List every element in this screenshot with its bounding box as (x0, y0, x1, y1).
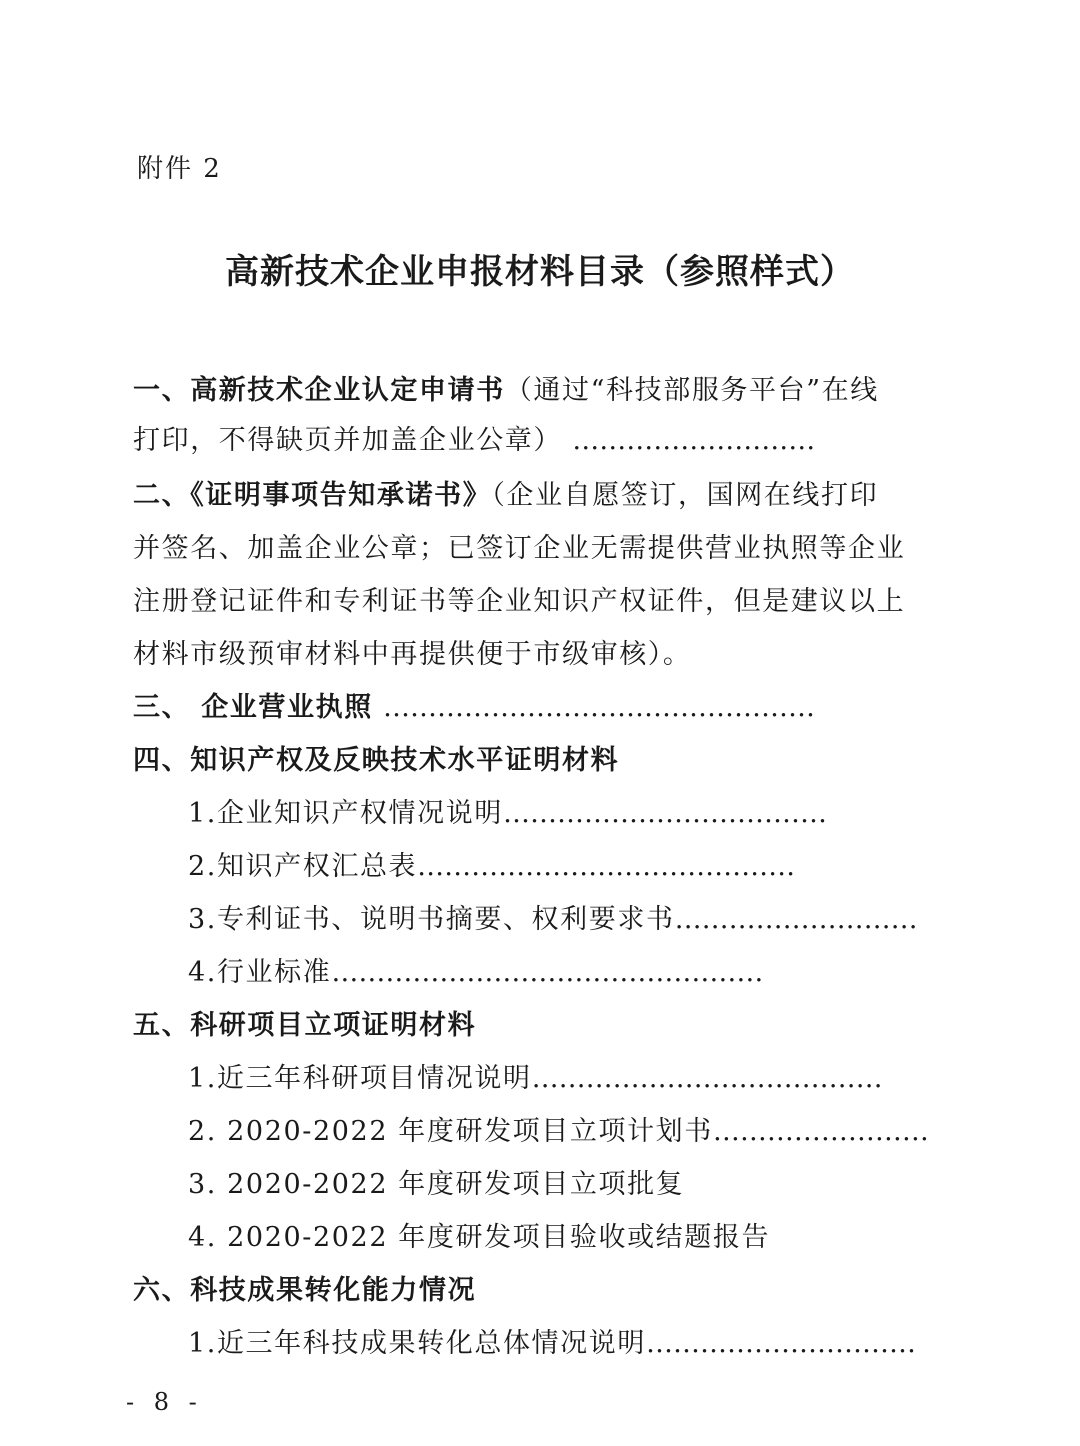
section-4-item-4-dots: ………………………………………… (331, 957, 764, 988)
section-4-item-1-dots: ……………………………… (502, 798, 827, 829)
section-6-heading: 六、科技成果转化能力情况 (133, 1275, 477, 1306)
section-5-heading: 五、科研项目立项证明材料 (133, 1010, 477, 1041)
section-3-dots: ………………………………………… (383, 692, 815, 723)
section-4-item-3-text: 3.专利证书、说明书摘要、权利要求书 (188, 904, 675, 935)
section-4-item-4 (188, 953, 978, 993)
section-2-line-2 (133, 529, 923, 569)
section-4-heading: 四、知识产权及反映技术水平证明材料 (133, 745, 620, 776)
section-4-item-3-dots: ……………………… (674, 904, 918, 935)
section-5-item-3-text: 3. 2020-2022 年度研发项目立项批复 (188, 1169, 685, 1200)
section-2-line-1 (133, 476, 923, 516)
section-5-item-2 (188, 1112, 978, 1152)
section-2-note-line-3: 注册登记证件和专利证书等企业知识产权证件，但是建议以上 (133, 586, 906, 617)
section-2-note-line-1: （企业自愿签订，国网在线打印 (491, 480, 879, 511)
section-4-item-3 (188, 900, 978, 940)
attachment-label: 附件 2 (137, 154, 222, 184)
section-6-item-1-text: 1.近三年科技成果转化总体情况说明 (188, 1328, 646, 1359)
section-1-heading: 一、高新技术企业认定申请书 (133, 375, 505, 406)
section-4-item-1 (188, 794, 978, 834)
section-4-item-1-text: 1.企业知识产权情况说明 (188, 798, 503, 829)
section-5-item-4-text: 4. 2020-2022 年度研发项目验收或结题报告 (188, 1222, 771, 1253)
section-1-note-line-2: 打印，不得缺页并加盖企业公章） (133, 425, 562, 456)
section-5-item-1 (188, 1059, 978, 1099)
section-5-item-2-text: 2. 2020-2022 年度研发项目立项计划书 (188, 1116, 713, 1147)
section-1-line-1 (133, 371, 923, 411)
section-6-heading-line (133, 1271, 923, 1311)
section-2-note-line-2: 并签名、加盖企业公章；已签订企业无需提供营业执照等企业 (133, 533, 906, 564)
page-number: - 8 - (126, 1388, 203, 1416)
section-5-item-2-dots: …………………… (712, 1116, 929, 1147)
section-4-heading-line (133, 741, 923, 781)
section-4-item-2-text: 2.知识产权汇总表 (188, 851, 418, 882)
section-1-dots: ……………………… (572, 425, 816, 456)
section-2-line-3 (133, 582, 923, 622)
section-4-item-2 (188, 847, 978, 887)
section-6-item-1 (188, 1324, 978, 1364)
section-5-item-3 (188, 1165, 978, 1205)
section-1-note-line-1: （通过“科技部服务平台”在线 (504, 375, 879, 406)
section-2-heading: 二、《证明事项告知承诺书》 (133, 480, 492, 511)
section-5-item-1-dots: ………………………………… (531, 1063, 883, 1094)
section-5-heading-line (133, 1006, 923, 1046)
section-2-line-4 (133, 635, 923, 675)
section-3-line (133, 688, 923, 728)
document-title: 高新技术企业申报材料目录（参照样式） (225, 252, 855, 292)
section-3-heading: 三、 企业营业执照 (133, 692, 373, 723)
section-6-item-1-dots: ………………………… (645, 1328, 916, 1359)
section-1-line-2 (133, 421, 923, 461)
section-4-item-2-dots: …………………………………… (417, 851, 796, 882)
section-5-item-4 (188, 1218, 978, 1258)
section-2-note-line-4: 材料市级预审材料中再提供便于市级审核）。 (133, 639, 692, 670)
section-5-item-1-text: 1.近三年科研项目情况说明 (188, 1063, 532, 1094)
section-4-item-4-text: 4.行业标准 (188, 957, 332, 988)
